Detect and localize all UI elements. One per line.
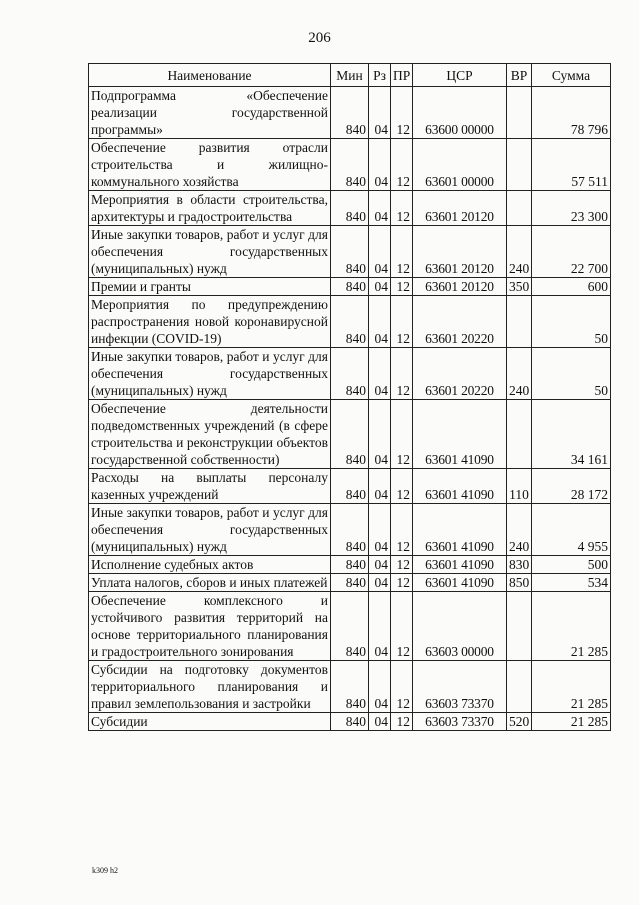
cell-rz: 04 xyxy=(369,191,391,226)
cell-min: 840 xyxy=(331,278,369,296)
cell-csr: 63601 41090 xyxy=(413,400,507,469)
cell-pr: 12 xyxy=(391,87,413,139)
cell-csr: 63601 41090 xyxy=(413,504,507,556)
cell-sum: 78 796 xyxy=(532,87,611,139)
cell-sum: 50 xyxy=(532,348,611,400)
cell-csr: 63601 20220 xyxy=(413,296,507,348)
cell-pr: 12 xyxy=(391,278,413,296)
table-row xyxy=(89,504,611,556)
cell-vr: 520 xyxy=(507,713,532,731)
cell-name: Иные закупки товаров, работ и услуг для обеспечения государственных (муниципальных) нужд xyxy=(89,226,331,278)
table-row xyxy=(89,469,611,504)
cell-sum: 600 xyxy=(532,278,611,296)
footer-code: k309 h2 xyxy=(92,866,118,875)
cell-name: Расходы на выплаты персоналу казенных учреждений xyxy=(89,469,331,504)
cell-pr: 12 xyxy=(391,139,413,191)
cell-name: Субсидии на подготовку документов территориального планирования и правил землепользования и застройки xyxy=(89,661,331,713)
cell-name: Подпрограмма «Обеспечение реализации государственной программы» xyxy=(89,87,331,139)
cell-min: 840 xyxy=(331,574,369,592)
cell-vr: 830 xyxy=(507,556,532,574)
table-row xyxy=(89,661,611,713)
header-sum: Сумма xyxy=(532,64,611,87)
budget-table xyxy=(88,63,611,731)
cell-vr: 350 xyxy=(507,278,532,296)
cell-name: Иные закупки товаров, работ и услуг для обеспечения государственных (муниципальных) нужд xyxy=(89,348,331,400)
cell-sum: 50 xyxy=(532,296,611,348)
cell-min: 840 xyxy=(331,87,369,139)
cell-name: Премии и гранты xyxy=(89,278,331,296)
cell-min: 840 xyxy=(331,226,369,278)
cell-csr: 63603 73370 xyxy=(413,713,507,731)
cell-min: 840 xyxy=(331,556,369,574)
header-csr: ЦСР xyxy=(413,64,507,87)
cell-sum: 34 161 xyxy=(532,400,611,469)
cell-csr: 63601 41090 xyxy=(413,556,507,574)
header-name: Наименование xyxy=(89,64,331,87)
cell-min: 840 xyxy=(331,400,369,469)
cell-name: Исполнение судебных актов xyxy=(89,556,331,574)
header-vr: ВР xyxy=(507,64,532,87)
cell-csr: 63601 41090 xyxy=(413,574,507,592)
cell-rz: 04 xyxy=(369,469,391,504)
cell-sum: 21 285 xyxy=(532,713,611,731)
table-row xyxy=(89,139,611,191)
cell-rz: 04 xyxy=(369,296,391,348)
header-min: Мин xyxy=(331,64,369,87)
cell-vr xyxy=(507,296,532,348)
header-rz: Рз xyxy=(369,64,391,87)
cell-vr xyxy=(507,592,532,661)
cell-sum: 4 955 xyxy=(532,504,611,556)
table-row xyxy=(89,296,611,348)
table-row xyxy=(89,400,611,469)
cell-sum: 22 700 xyxy=(532,226,611,278)
cell-csr: 63601 20220 xyxy=(413,348,507,400)
table-header-row xyxy=(89,64,611,87)
cell-sum: 57 511 xyxy=(532,139,611,191)
page-number: 206 xyxy=(308,30,331,46)
cell-pr: 12 xyxy=(391,348,413,400)
cell-sum: 28 172 xyxy=(532,469,611,504)
cell-vr: 240 xyxy=(507,504,532,556)
cell-name: Мероприятия по предупреждению распространения новой коронавирусной инфекции (COVID-19) xyxy=(89,296,331,348)
cell-csr: 63601 20120 xyxy=(413,191,507,226)
cell-vr xyxy=(507,191,532,226)
cell-name: Обеспечение комплексного и устойчивого развития территорий на основе территориального планирования и градостроительного зонирования xyxy=(89,592,331,661)
cell-vr: 850 xyxy=(507,574,532,592)
cell-rz: 04 xyxy=(369,556,391,574)
cell-min: 840 xyxy=(331,713,369,731)
table-row xyxy=(89,713,611,731)
table-row xyxy=(89,226,611,278)
cell-sum: 500 xyxy=(532,556,611,574)
cell-rz: 04 xyxy=(369,348,391,400)
header-pr: ПР xyxy=(391,64,413,87)
table-row xyxy=(89,592,611,661)
cell-min: 840 xyxy=(331,592,369,661)
cell-pr: 12 xyxy=(391,556,413,574)
cell-vr: 240 xyxy=(507,226,532,278)
cell-pr: 12 xyxy=(391,226,413,278)
cell-rz: 04 xyxy=(369,661,391,713)
cell-rz: 04 xyxy=(369,592,391,661)
cell-rz: 04 xyxy=(369,87,391,139)
cell-vr xyxy=(507,400,532,469)
cell-pr: 12 xyxy=(391,296,413,348)
cell-rz: 04 xyxy=(369,400,391,469)
cell-min: 840 xyxy=(331,469,369,504)
cell-pr: 12 xyxy=(391,574,413,592)
cell-pr: 12 xyxy=(391,191,413,226)
table-row xyxy=(89,348,611,400)
cell-vr xyxy=(507,87,532,139)
cell-sum: 23 300 xyxy=(532,191,611,226)
cell-vr: 240 xyxy=(507,348,532,400)
table-row xyxy=(89,556,611,574)
cell-pr: 12 xyxy=(391,400,413,469)
cell-min: 840 xyxy=(331,504,369,556)
cell-vr: 110 xyxy=(507,469,532,504)
cell-sum: 534 xyxy=(532,574,611,592)
cell-pr: 12 xyxy=(391,713,413,731)
cell-vr xyxy=(507,139,532,191)
cell-rz: 04 xyxy=(369,504,391,556)
cell-csr: 63600 00000 xyxy=(413,87,507,139)
cell-rz: 04 xyxy=(369,139,391,191)
cell-pr: 12 xyxy=(391,592,413,661)
cell-name: Субсидии xyxy=(89,713,331,731)
cell-csr: 63601 00000 xyxy=(413,139,507,191)
cell-csr: 63603 00000 xyxy=(413,592,507,661)
cell-rz: 04 xyxy=(369,226,391,278)
cell-min: 840 xyxy=(331,661,369,713)
cell-csr: 63603 73370 xyxy=(413,661,507,713)
cell-csr: 63601 20120 xyxy=(413,278,507,296)
cell-min: 840 xyxy=(331,348,369,400)
cell-pr: 12 xyxy=(391,469,413,504)
cell-rz: 04 xyxy=(369,713,391,731)
table-row xyxy=(89,278,611,296)
cell-name: Обеспечение деятельности подведомственных учреждений (в сфере строительства и реконструкции объектов государственной собственности) xyxy=(89,400,331,469)
table-row xyxy=(89,87,611,139)
cell-vr xyxy=(507,661,532,713)
cell-name: Уплата налогов, сборов и иных платежей xyxy=(89,574,331,592)
table-row xyxy=(89,191,611,226)
cell-sum: 21 285 xyxy=(532,592,611,661)
cell-min: 840 xyxy=(331,191,369,226)
cell-name: Обеспечение развития отрасли строительства и жилищно-коммунального хозяйства xyxy=(89,139,331,191)
cell-pr: 12 xyxy=(391,504,413,556)
cell-min: 840 xyxy=(331,139,369,191)
cell-csr: 63601 20120 xyxy=(413,226,507,278)
cell-rz: 04 xyxy=(369,574,391,592)
cell-pr: 12 xyxy=(391,661,413,713)
cell-name: Иные закупки товаров, работ и услуг для обеспечения государственных (муниципальных) нужд xyxy=(89,504,331,556)
table-row xyxy=(89,574,611,592)
cell-csr: 63601 41090 xyxy=(413,469,507,504)
cell-min: 840 xyxy=(331,296,369,348)
cell-name: Мероприятия в области строительства, архитектуры и градостроительства xyxy=(89,191,331,226)
cell-rz: 04 xyxy=(369,278,391,296)
cell-sum: 21 285 xyxy=(532,661,611,713)
